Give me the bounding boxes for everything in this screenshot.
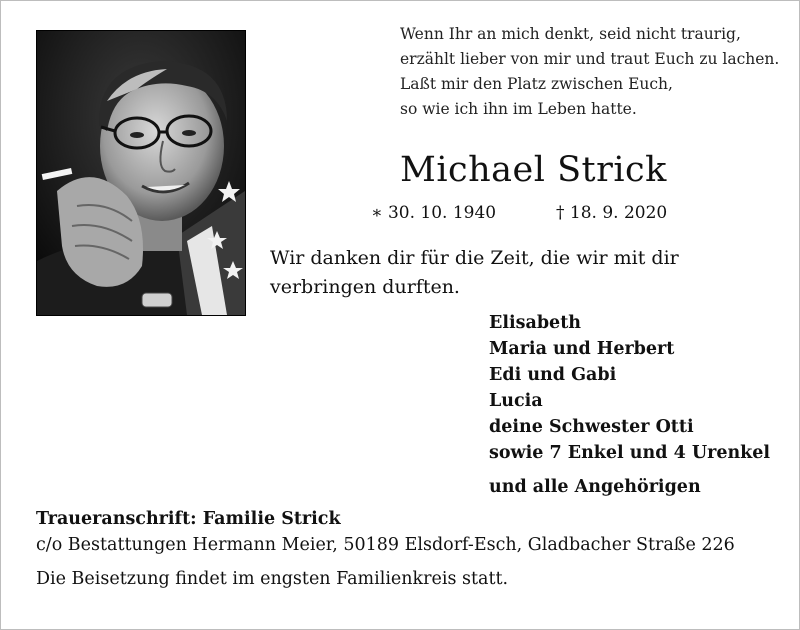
poem-line: Wenn Ihr an mich denkt, seid nicht traurig, <box>400 25 741 43</box>
portrait-icon <box>37 31 245 315</box>
poem-line: erzählt lieber von mir und traut Euch zu lachen. <box>400 50 780 68</box>
family-closing: und alle Angehörigen <box>489 477 701 497</box>
family-member: deine Schwester Otti <box>489 417 694 437</box>
portrait-photo <box>36 30 246 316</box>
deceased-name: Michael Strick <box>400 150 667 190</box>
family-member: Elisabeth <box>489 313 582 333</box>
memorial-poem <box>400 22 790 122</box>
poem-line: Laßt mir den Platz zwischen Euch, <box>400 75 673 93</box>
mourning-address <box>36 506 735 558</box>
death-date: † 18. 9. 2020 <box>556 203 668 223</box>
family-list <box>489 310 770 500</box>
address-line: c/o Bestattungen Hermann Meier, 50189 Elsdorf-Esch, Gladbacher Straße 226 <box>36 535 735 555</box>
burial-note: Die Beisetzung findet im engsten Familienkreis statt. <box>36 569 509 589</box>
birth-date: ∗ 30. 10. 1940 <box>371 203 497 223</box>
address-label: Traueranschrift: Familie Strick <box>36 509 341 529</box>
family-member: Edi und Gabi <box>489 365 617 385</box>
poem-line: so wie ich ihn im Leben hatte. <box>400 100 637 118</box>
family-member: sowie 7 Enkel und 4 Urenkel <box>489 443 771 463</box>
family-member: Maria und Herbert <box>489 339 675 359</box>
thanks-text: Wir danken dir für die Zeit, die wir mit dir verbringen durften. <box>270 247 679 298</box>
family-member: Lucia <box>489 391 543 411</box>
